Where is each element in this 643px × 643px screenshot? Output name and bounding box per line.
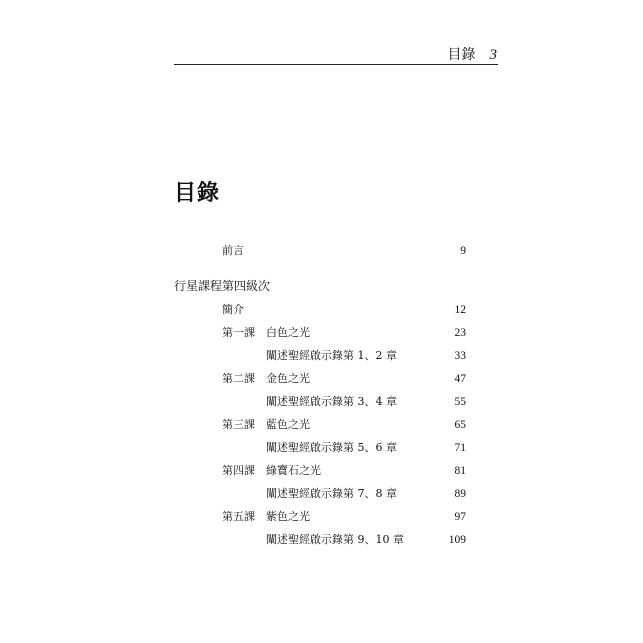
toc-entry-page: 12	[454, 304, 466, 316]
lesson-subentry-page: 55	[454, 396, 466, 408]
toc-entry-page: 9	[460, 245, 466, 257]
lesson-subentry-page: 71	[454, 442, 466, 454]
lesson-subentry-text: 闡述聖經啟示錄第 7、8 章	[266, 487, 397, 500]
lesson-title-text: 金色之光	[266, 372, 310, 385]
lesson-subentry-text: 闡述聖經啟示錄第 1、2 章	[266, 349, 397, 362]
lesson-subentry-page: 33	[454, 350, 466, 362]
lesson-page: 47	[454, 373, 466, 385]
lesson-page: 23	[454, 327, 466, 339]
lesson-number: 第五課	[222, 510, 255, 523]
section-title: 行星課程第四級次	[174, 279, 271, 293]
lesson-number: 第四課	[222, 464, 255, 477]
lesson-title-text: 白色之光	[266, 326, 310, 339]
running-head	[448, 44, 498, 64]
lesson-page: 81	[454, 465, 466, 477]
lesson-title-text: 藍色之光	[266, 418, 310, 431]
page-title: 目錄	[174, 181, 221, 206]
lesson-subentry-text: 闡述聖經啟示錄第 5、6 章	[266, 441, 397, 454]
lesson-number: 第二課	[222, 372, 255, 385]
header-rule	[174, 64, 498, 65]
lesson-number: 第三課	[222, 418, 255, 431]
toc-entry-label: 簡介	[222, 303, 244, 316]
running-head-page-number: 3	[489, 47, 497, 63]
running-head-title: 目錄	[447, 47, 476, 63]
lesson-page: 65	[454, 419, 466, 431]
lesson-subentry-text: 闡述聖經啟示錄第 9、10 章	[266, 533, 404, 546]
lesson-number: 第一課	[222, 326, 255, 339]
lesson-subentry-text: 闡述聖經啟示錄第 3、4 章	[266, 395, 397, 408]
lesson-subentry-page: 109	[448, 534, 466, 546]
lesson-page: 97	[454, 511, 466, 523]
lesson-title-text: 紫色之光	[266, 510, 310, 523]
lesson-subentry-page: 89	[454, 488, 466, 500]
toc-entry-label: 前言	[222, 244, 244, 257]
lesson-title-text: 綠寶石之光	[266, 464, 321, 477]
